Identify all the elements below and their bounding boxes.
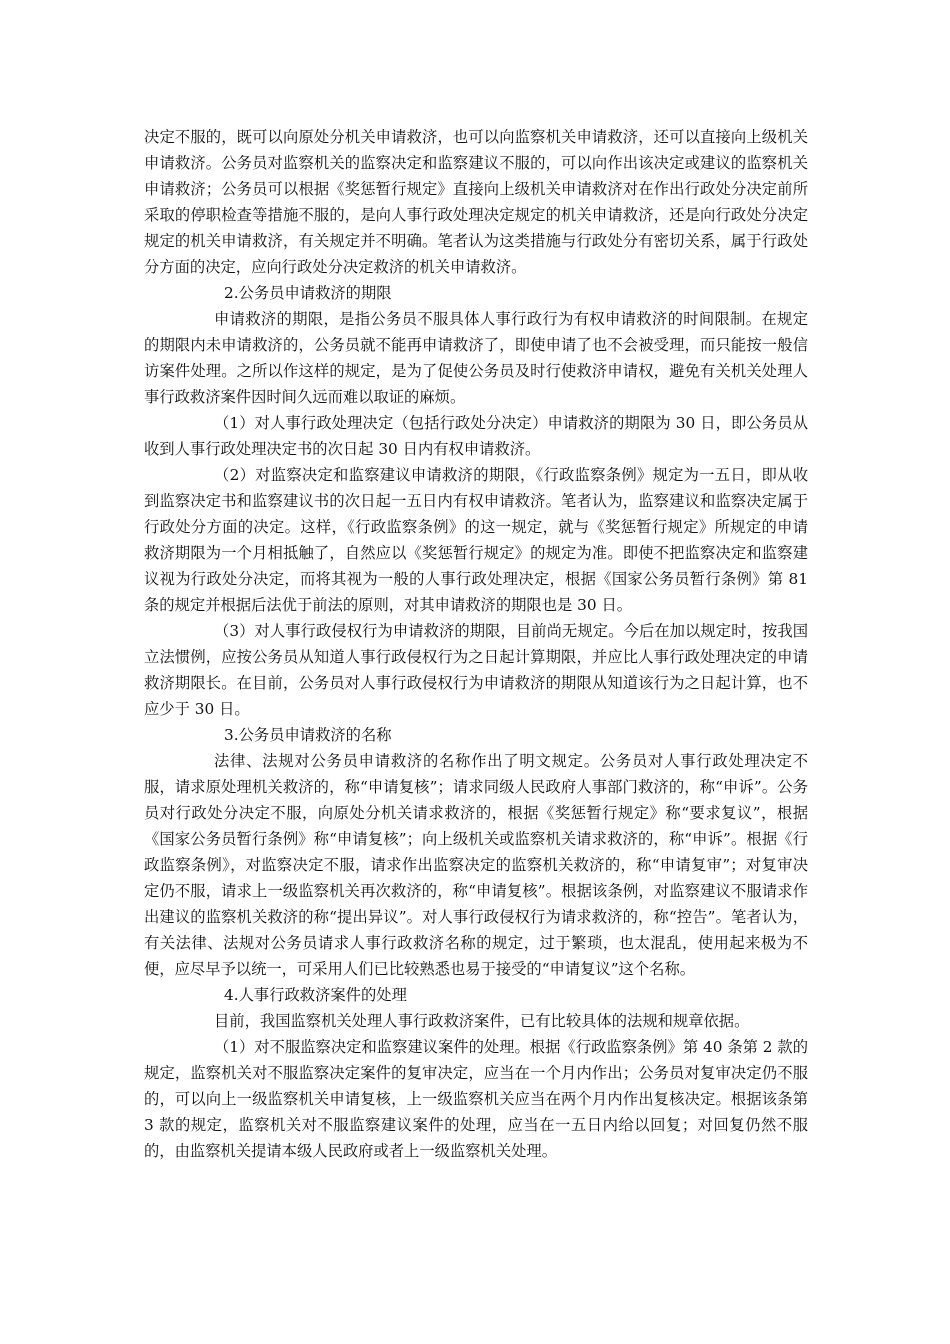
section-heading-4: 4.人事行政救济案件的处理 [224,986,407,1004]
paragraph-relief-names: 法律、法规对公务员申请救济的名称作出了明文规定。公务员对人事行政处理决定不服，请求原处理机关救济的，称“申请复核”；请求同级人民政府人事部门救济的，称“申诉”。公务员对行政处分决定不服，向原处分机关请求救济的，根据《奖惩暂行规定》称“要求复议”，根据《国家公务员暂行条例》称“申请复核”；向上级机关或监察机关请求救济的，称“申诉”。根据《行政监察条例》，对监察决定不服，请求作出监察决定的监察机关救济的，称“申请复审”；对复审决定仍不服，请求上一级监察机关再次救济的，称“申请复核”。根据该条例，对监察建议不服请求作出建议的监察机关救济的称“提出异议”。对人事行政侵权行为请求救济的，称“控告”。笔者认为，有关法律、法规对公务员请求人事行政救济名称的规定，过于繁琐，也太混乱，使用起来极为不便，应尽早予以统一，可采用人们已比较熟悉也易于接受的“申请复议”这个名称。 [144,752,808,978]
section-heading-2: 2.公务员申请救济的期限 [224,284,392,302]
list-item-1: （1）对人事行政处理决定（包括行政处分决定）申请救济的期限为 30 日，即公务员从收到人事行政处理决定书的次日起 30 日内有权申请救济。 [144,414,808,458]
paragraph-deadline-definition: 申请救济的期限，是指公务员不服具体人事行政行为有权申请救济的时间限制。在规定的期限内未申请救济的，公务员就不能再申请救济了，即使申请了也不会被受理，而只能按一般信访案件处理。之所以作这样的规定，是为了促使公务员及时行使救济申请权，避免有关机关处理人事行政救济案件因时间久远而难以取证的麻烦。 [144,310,808,406]
document-page [144,124,808,1164]
list-item-handling-1: （1）对不服监察决定和监察建议案件的处理。根据《行政监察条例》第 40 条第 2 款的规定，监察机关对不服监察决定案件的复审决定，应当在一个月内作出；公务员对复审决定仍不服的，可以向上一级监察机关申请复核，上一级监察机关应当在两个月内作出复核决定。根据该条第 3 款的规定，监察机关对不服监察建议案件的处理，应当在一五日内给以回复；对回复仍然不服的，由监察机关提请本级人民政府或者上一级监察机关处理。 [144,1038,808,1160]
paragraph-continuation: 决定不服的，既可以向原处分机关申请救济，也可以向监察机关申请救济，还可以直接向上级机关申请救济。公务员对监察机关的监察决定和监察建议不服的，可以向作出该决定或建议的监察机关申请救济；公务员可以根据《奖惩暂行规定》直接向上级机关申请救济对在作出行政处分决定前所采取的停职检查等措施不服的，是向人事行政处理决定规定的机关申请救济，还是向行政处分决定规定的机关申请救济，有关规定并不明确。笔者认为这类措施与行政处分有密切关系，属于行政处分方面的决定，应向行政处分决定救济的机关申请救济。 [144,128,808,276]
list-item-3: （3）对人事行政侵权行为申请救济的期限，目前尚无规定。今后在加以规定时，按我国立法惯例，应按公务员从知道人事行政侵权行为之日起计算期限，并应比人事行政处理决定的申请救济期限长。在目前，公务员对人事行政侵权行为申请救济的期限从知道该行为之日起计算，也不应少于 30 日。 [144,622,808,718]
section-heading-3: 3.公务员申请救济的名称 [224,726,392,744]
list-item-2: （2）对监察决定和监察建议申请救济的期限，《行政监察条例》规定为一五日，即从收到监察决定书和监察建议书的次日起一五日内有权申请救济。笔者认为，监察建议和监察决定属于行政处分方面的决定。这样，《行政监察条例》的这一规定，就与《奖惩暂行规定》所规定的申请救济期限为一个月相抵触了，自然应以《奖惩暂行规定》的规定为准。即使不把监察决定和监察建议视为行政处分决定，而将其视为一般的人事行政处理决定，根据《国家公务员暂行条例》第 81 条的规定并根据后法优于前法的原则，对其申请救济的期限也是 30 日。 [144,466,808,614]
paragraph-case-handling: 目前，我国监察机关处理人事行政救济案件，已有比较具体的法规和规章依据。 [214,1012,750,1030]
